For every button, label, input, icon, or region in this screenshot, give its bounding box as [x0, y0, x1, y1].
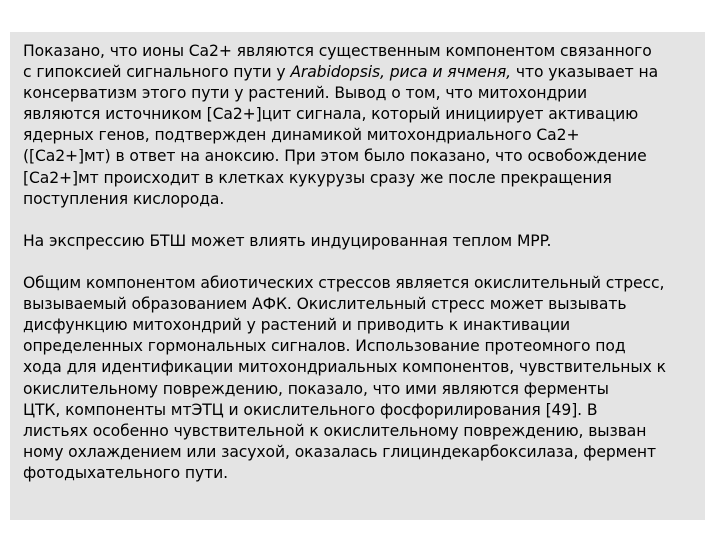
- paragraph-1-line-5: ядерных генов, подтвержден динамикой митохондриального Ca2+: [23, 126, 580, 145]
- paragraph-1: [23, 41, 703, 210]
- paragraph-3-line-9: ному охлаждением или засухой, оказалась глициндекарбоксилаза, фермент: [23, 442, 656, 461]
- paragraph-3-line-7: ЦТК, компоненты мтЭТЦ и окислительного фосфорилирования [49]. В: [23, 400, 598, 419]
- paragraph-2: [23, 231, 703, 252]
- species-italic: Arabidopsis, риса и ячменя,: [290, 63, 512, 82]
- paragraph-3-line-8: листьях особенно чувствительной к окислительному повреждению, вызван: [23, 421, 647, 440]
- paragraph-1-line-4: являются источником [Ca2+]цит сигнала, который инициирует активацию: [23, 105, 639, 124]
- body-text: [23, 41, 703, 484]
- paragraph-1-line-3: консерватизм этого пути у растений. Вывод о том, что митохондрии: [23, 84, 588, 103]
- paragraph-1-line-2: [23, 62, 703, 83]
- paragraph-gap: [23, 252, 703, 273]
- paragraph-3-line-1: Общим компонентом абиотических стрессов является окислительный стресс,: [23, 274, 665, 293]
- paragraph-1-line-7: [Ca2+]мт происходит в клетках кукурузы сразу же после прекращения: [23, 168, 612, 187]
- paragraph-3-line-2: вызываемый образованием АФК. Окислительный стресс может вызывать: [23, 295, 627, 314]
- line-2-text-start: с гипоксией сигнального пути у: [23, 63, 291, 82]
- paragraph-3-line-10: фотодыхательного пути.: [23, 463, 229, 482]
- paragraph-3: [23, 273, 703, 484]
- paragraph-1-line-8: поступления кислорода.: [23, 189, 225, 208]
- paragraph-1-line-6: ([Ca2+]мт) в ответ на аноксию. При этом было показано, что освобождение: [23, 147, 647, 166]
- paragraph-1-line-1: Показано, что ионы Ca2+ являются существенным компонентом связанного: [23, 42, 652, 60]
- paragraph-3-line-5: хода для идентификации митохондриальных компонентов, чувствительных к: [23, 358, 666, 377]
- paragraph-2-line-1: На экспрессию БТШ может влиять индуцированная теплом MPP.: [23, 231, 552, 250]
- line-2-text-end: что указывает на: [511, 63, 659, 82]
- paragraph-gap: [23, 210, 703, 231]
- paragraph-3-line-3: дисфункцию митохондрий у растений и приводить к инактивации: [23, 316, 571, 335]
- paragraph-3-line-6: окислительному повреждению, показало, что ими являются ферменты: [23, 379, 609, 398]
- paragraph-3-line-4: определенных гормональных сигналов. Использование протеомного под: [23, 337, 626, 356]
